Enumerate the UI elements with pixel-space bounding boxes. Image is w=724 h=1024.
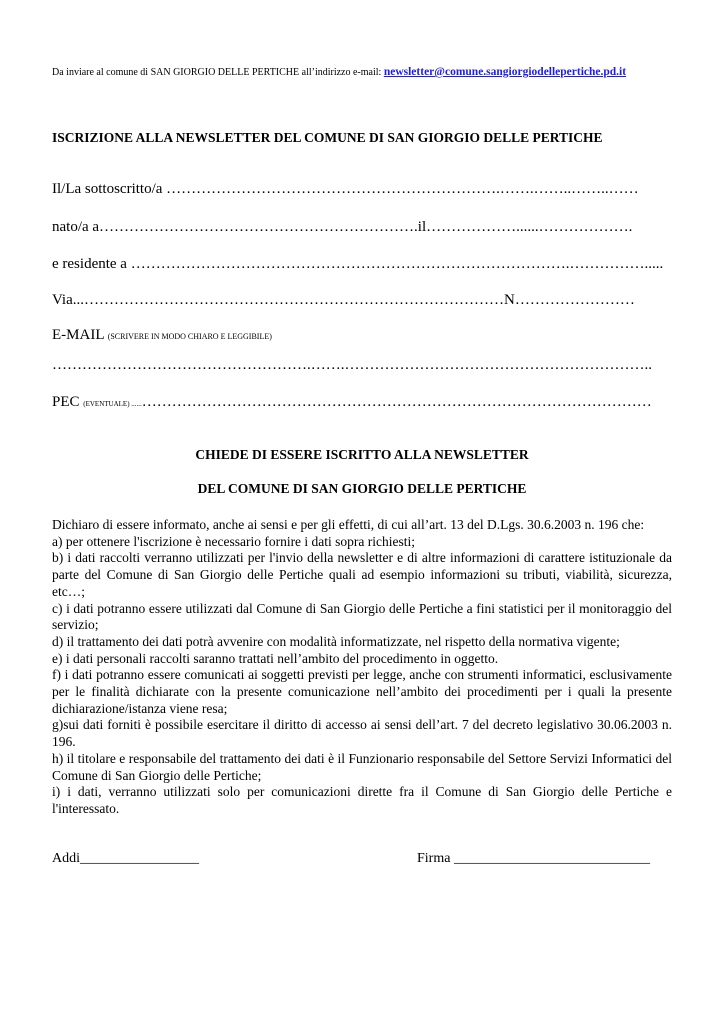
declaration-intro: Dichiaro di essere informato, anche ai sensi e per gli effetti, di cui all’art. 13 del D.Lgs. 30.6.2003 n. 196 che: [52, 517, 645, 532]
email-label: E-MAIL [52, 327, 104, 343]
declaration-text [52, 517, 672, 818]
document-title: ISCRIZIONE ALLA NEWSLETTER DEL COMUNE DI SAN GIORGIO DELLE PERTICHE [52, 130, 603, 145]
email-note: (SCRIVERE IN MODO CHIARO E LEGGIBILE) [107, 332, 272, 341]
newsletter-email-link[interactable]: newsletter@comune.sangiorgiodellepertiche.pd.it [383, 66, 627, 78]
date-field[interactable]: Addi_________________ [52, 851, 199, 866]
field-via[interactable]: Via...…………………………………………………………………………N…………………… [52, 292, 635, 308]
request-heading-line1: CHIEDE DI ESSERE ISCRITTO ALLA NEWSLETTER [195, 447, 529, 462]
send-instructions-text: Da inviare al comune di SAN GIORGIO DELLE PERTICHE all’indirizzo e-mail: [52, 67, 382, 78]
send-instructions [52, 66, 692, 78]
declaration-item: i) i dati, verranno utilizzati solo per comunicazioni dirette fra il Comune di San Giorgio delle Pertiche e l'interessato. [52, 784, 672, 816]
field-residente[interactable]: e residente a …………………………………………………………………………….……………..... [52, 256, 664, 272]
declaration-item: b) i dati raccolti verranno utilizzati per l'invio della newsletter e di altre informazioni di carattere istituzionale da parte del Comune di San Giorgio delle Pertiche quali ad esempio informazioni su tributi, viabilità, sicurezza, etc…; [52, 550, 672, 599]
declaration-item: e) i dati personali raccolti saranno trattati nell’ambito del procedimento in oggetto. [52, 650, 499, 666]
pec-note: (EVENTUALE) ...... [83, 400, 142, 408]
pec-row[interactable] [52, 394, 672, 411]
signature-field[interactable]: Firma ____________________________ [417, 851, 650, 866]
declaration-item: g)sui dati forniti è possibile esercitare il diritto di accesso ai sensi dell’art. 7 del decreto legislativo 30.06.2003 n. 196. [52, 717, 672, 750]
declaration-item: h) il titolare e responsabile del trattamento dei dati è il Funzionario responsabile del Settore Servizi Informatici del Comune di San Giorgio delle Pertiche; [52, 750, 672, 783]
field-email[interactable]: …………………………………………….…….…………………………………………………….. [52, 357, 652, 373]
declaration-item: c) i dati potranno essere utilizzati dal Comune di San Giorgio delle Pertiche a fini statistici per il monitoraggio del servizio; [52, 600, 672, 633]
declaration-item: f) i dati potranno essere comunicati ai soggetti previsti per legge, anche con strumenti informatici, esclusivamente per le finalità dichiarate con la presente comunicazione nell’ambito dei procedimenti per i quali la presente dichiarazione/istanza viene resa; [52, 667, 672, 716]
declaration-item: d) il trattamento dei dati potrà avvenire con modalità informatizzate, nel rispetto della normativa vigente; [52, 633, 620, 649]
declaration-item: a) per ottenere l'iscrizione è necessario fornire i dati sopra richiesti; [52, 533, 416, 549]
field-sottoscritto[interactable]: Il/La sottoscritto/a ………………………………………………………….…….……..……..…… [52, 181, 639, 197]
request-heading-line2: DEL COMUNE DI SAN GIORGIO DELLE PERTICHE [197, 481, 527, 496]
field-nato-a[interactable]: nato/a a……………………………………………………….il………………......………………. [52, 219, 633, 235]
field-pec[interactable]: ………………………………………………………………………………………… [141, 394, 652, 410]
email-label-row [52, 327, 672, 344]
pec-label: PEC [52, 394, 80, 410]
